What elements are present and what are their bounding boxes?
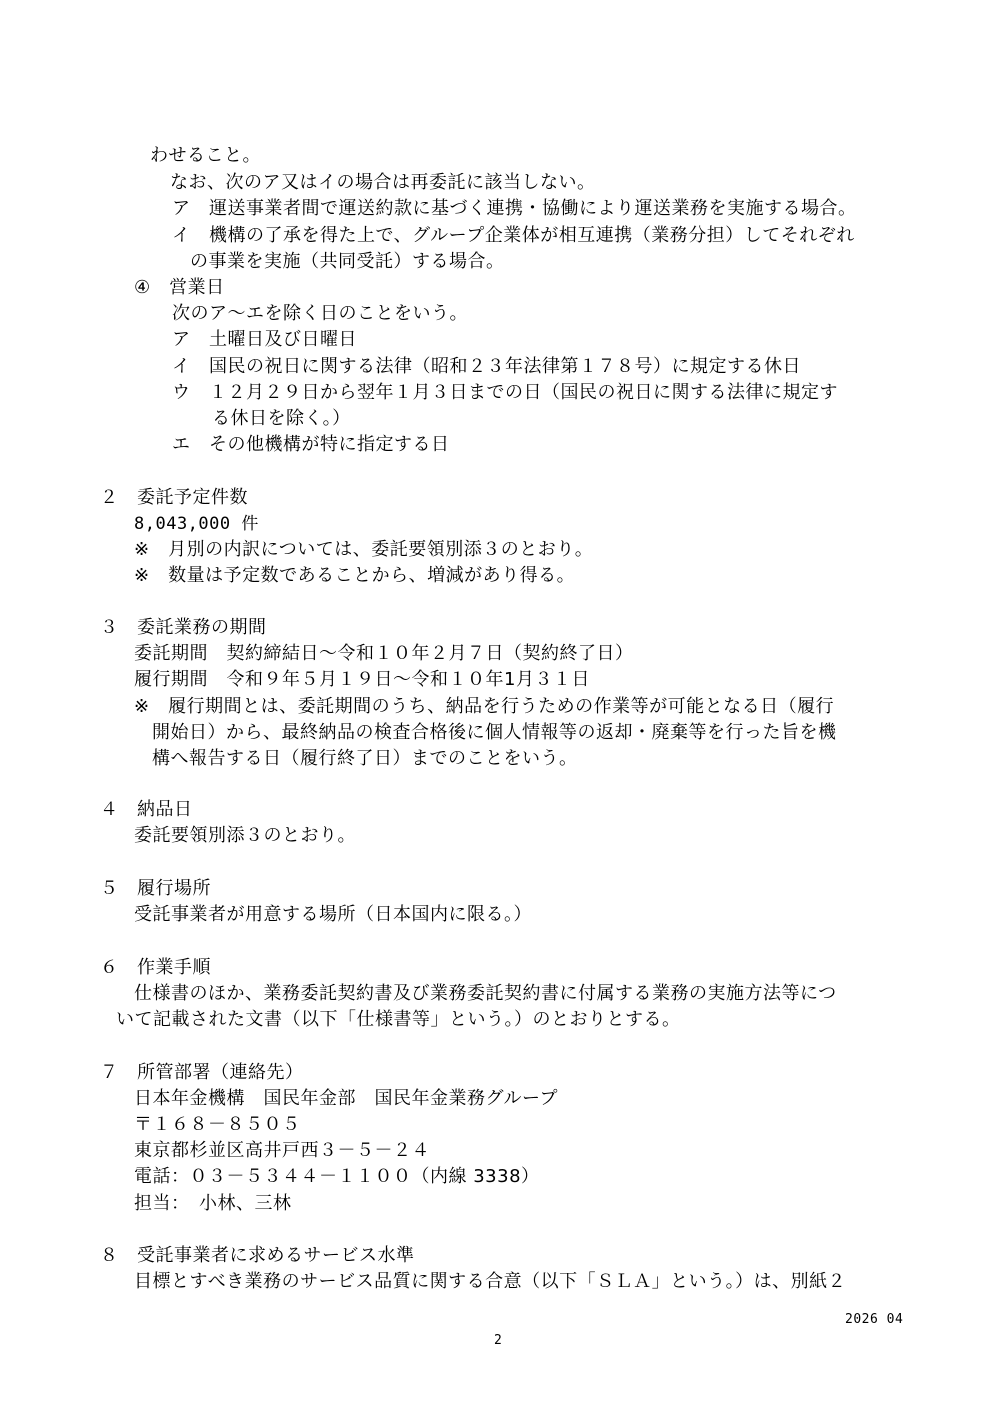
text-line: わせること。 — [150, 145, 261, 166]
page-number: 2 — [494, 1333, 503, 1348]
text-line: 受託事業者が用意する場所（日本国内に限る。） — [134, 904, 532, 925]
section-heading: ７ 所管部署（連絡先） — [100, 1062, 304, 1083]
text-line: イ 機構の了承を得た上で、グループ企業体が相互連携（業務分担）してそれぞれ — [172, 225, 855, 246]
text-line: る休日を除く。） — [212, 408, 351, 429]
text-line: 委託要領別添３のとおり。 — [134, 825, 356, 846]
footer-date-code: 2026 04 — [845, 1312, 904, 1327]
text-line: 〒１６８－８５０５ — [134, 1114, 301, 1135]
text-line: 日本年金機構 国民年金部 国民年金業務グループ — [134, 1088, 559, 1109]
text-line: 東京都杉並区高井戸西３－５－２４ — [134, 1140, 430, 1161]
text-line: 8,043,000 件 — [134, 514, 259, 534]
text-line: なお、次のア又はイの場合は再委託に該当しない。 — [170, 172, 596, 193]
note-line: ※ 数量は予定数であることから、増減があり得る。 — [134, 565, 576, 586]
section-heading: ６ 作業手順 — [100, 957, 211, 978]
note-line: 開始日）から、最終納品の検査合格後に個人情報等の返却・廃棄等を行った旨を機 — [152, 722, 837, 743]
text-line: いて記載された文書（以下「仕様書等」という。）のとおりとする。 — [116, 1009, 681, 1030]
text-line: ウ １２月２９日から翌年１月３日までの日（国民の祝日に関する法律に規定す — [172, 382, 838, 403]
text-line: 目標とすべき業務のサービス品質に関する合意（以下「ＳＬＡ」という。）は、別紙２ — [134, 1271, 847, 1292]
text-line: ア 土曜日及び日曜日 — [172, 329, 357, 350]
note-line: 構へ報告する日（履行終了日）までのことをいう。 — [152, 748, 578, 769]
text-line: 仕様書のほか、業務委託契約書及び業務委託契約書に付属する業務の実施方法等につ — [134, 983, 837, 1004]
note-line: ※ 月別の内訳については、委託要領別添３のとおり。 — [134, 539, 594, 560]
text-line: 委託期間 契約締結日～令和１０年２月７日（契約終了日） — [134, 643, 634, 664]
section-heading: ４ 納品日 — [100, 799, 193, 820]
section-heading: ５ 履行場所 — [100, 878, 211, 899]
text-line: 履行期間 令和９年５月１９日～令和１０年1月３１日 — [134, 669, 590, 690]
text-line: 電話：０３－５３４４－１１００（内線 3338） — [134, 1166, 540, 1187]
section-heading: ２ 委託予定件数 — [100, 487, 248, 508]
section-heading: ④ 営業日 — [134, 277, 225, 298]
text-line: ア 運送事業者間で運送約款に基づく連携・協働により運送業務を実施する場合。 — [172, 198, 857, 219]
text-line: 担当： 小林、三林 — [134, 1193, 292, 1214]
section-heading: ３ 委託業務の期間 — [100, 617, 267, 638]
section-heading: ８ 受託事業者に求めるサービス水準 — [100, 1245, 415, 1266]
text-line: エ その他機構が特に指定する日 — [172, 434, 450, 455]
text-line: の事業を実施（共同受託）する場合。 — [190, 251, 505, 272]
text-line: イ 国民の祝日に関する法律（昭和２３年法律第１７８号）に規定する休日 — [172, 356, 801, 377]
note-line: ※ 履行期間とは、委託期間のうち、納品を行うための作業等が可能となる日（履行 — [134, 696, 835, 717]
text-line: 次のア～エを除く日のことをいう。 — [172, 303, 468, 324]
